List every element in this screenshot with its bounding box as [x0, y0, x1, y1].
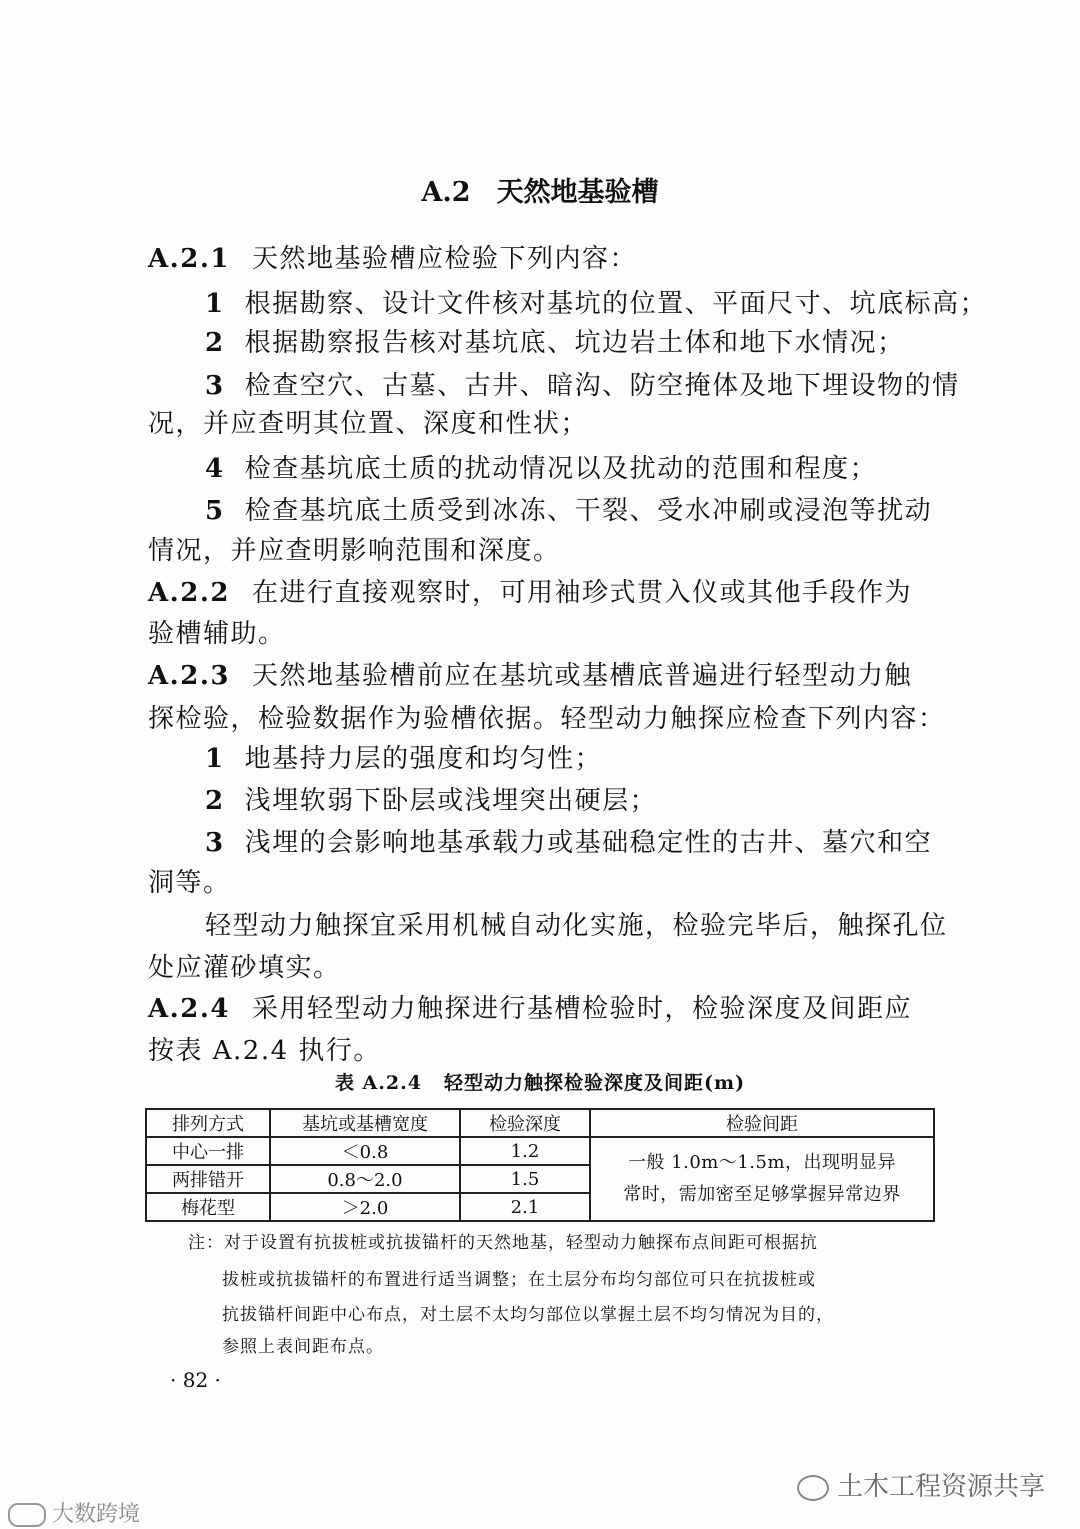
section-title-text: 天然地基验槽	[496, 177, 659, 208]
table-cell: 中心一排	[146, 1137, 270, 1165]
item-number: 5	[205, 496, 225, 526]
list-item-continuation: 况，并应查明其位置、深度和性状；	[148, 409, 589, 439]
clause-continuation: 按表 A.2.4 执行。	[148, 1036, 381, 1066]
table-cell: 两排错开	[146, 1165, 270, 1193]
table-cell: 0.8～2.0	[270, 1165, 460, 1193]
list-item-continuation: 洞等。	[148, 868, 231, 898]
table-header-row	[146, 1109, 934, 1137]
item-number: 2	[205, 786, 225, 816]
item-number: 1	[205, 744, 225, 774]
paragraph-continuation: 处应灌砂填实。	[148, 953, 341, 983]
table-cell: ＞2.0	[270, 1193, 460, 1221]
clause-text: 天然地基验槽前应在基坑或基槽底普遍进行轻型动力触	[251, 661, 912, 691]
table-caption	[0, 1068, 1080, 1095]
list-item-continuation: 情况，并应查明影响范围和深度。	[148, 536, 561, 566]
item-text: 检查基坑底土质受到冰冻、干裂、受水冲刷或浸泡等扰动	[244, 496, 933, 526]
table-cell: 1.2	[460, 1137, 590, 1165]
clause-number: A.2.3	[148, 661, 230, 691]
clause-a23	[148, 655, 912, 692]
logo-icon	[8, 1503, 46, 1527]
clause-a21	[148, 238, 637, 275]
spacing-line: 常时，需加密至足够掌握异常边界	[623, 1184, 901, 1205]
table-cell: 2.1	[460, 1193, 590, 1221]
item-text: 根据勘察报告核对基坑底、坑边岩土体和地下水情况；	[244, 328, 905, 358]
list-item	[205, 738, 602, 775]
table-cell: 梅花型	[146, 1193, 270, 1221]
clause-a22	[148, 572, 912, 609]
list-item	[205, 322, 905, 359]
list-item	[205, 822, 932, 859]
table-cell: 1.5	[460, 1165, 590, 1193]
clause-a24	[148, 988, 912, 1025]
item-number: 3	[205, 828, 225, 858]
list-item	[205, 365, 960, 402]
item-text: 根据勘察、设计文件核对基坑的位置、平面尺寸、坑底标高；	[244, 289, 988, 319]
table-note-line: 抗拔锚杆间距中心布点，对土层不太均匀部位以掌握土层不均匀情况为目的，	[222, 1305, 834, 1325]
item-text: 检查空穴、古墓、古井、暗沟、防空掩体及地下埋设物的情	[244, 371, 960, 401]
header-cell: 排列方式	[146, 1109, 270, 1137]
clause-continuation: 探检验，检验数据作为验槽依据。轻型动力触探应检查下列内容：	[148, 704, 946, 734]
corner-watermark	[8, 1497, 140, 1528]
clause-number: A.2.2	[148, 578, 230, 608]
item-number: 3	[205, 371, 225, 401]
section-title	[0, 170, 1080, 209]
spacing-cell	[590, 1137, 934, 1221]
item-number: 4	[205, 454, 225, 484]
table-note-line: 拔桩或抗拔锚杆的布置进行适当调整；在土层分布均匀部位可只在抗拔桩或	[222, 1270, 816, 1290]
table-cell: ＜0.8	[270, 1137, 460, 1165]
item-text: 浅埋软弱下卧层或浅埋突出硬层；	[244, 786, 658, 816]
item-number: 1	[205, 289, 225, 319]
paragraph: 轻型动力触探宜采用机械自动化实施，检验完毕后，触探孔位	[205, 911, 948, 941]
table-note-line: 注：对于设置有抗拔桩或抗拔锚杆的天然地基，轻型动力触探布点间距可根据抗	[188, 1233, 818, 1253]
page-number: · 82 ·	[170, 1368, 221, 1392]
depth-spacing-table	[145, 1108, 935, 1222]
clause-text: 天然地基验槽应检验下列内容：	[251, 244, 637, 274]
clause-text: 在进行直接观察时，可用袖珍式贯入仪或其他手段作为	[251, 578, 912, 608]
item-text: 浅埋的会影响地基承载力或基础稳定性的古井、墓穴和空	[244, 828, 933, 858]
clause-continuation: 验槽辅助。	[148, 619, 286, 649]
item-text: 地基持力层的强度和均匀性；	[244, 744, 603, 774]
clause-number: A.2.1	[148, 244, 230, 274]
wechat-watermark	[797, 1466, 1045, 1503]
item-text: 检查基坑底土质的扰动情况以及扰动的范围和程度；	[244, 454, 878, 484]
watermark-text: 土木工程资源共享	[836, 1472, 1045, 1502]
list-item	[205, 283, 987, 320]
header-cell: 基坑或基槽宽度	[270, 1109, 460, 1137]
list-item	[205, 448, 877, 485]
list-item	[205, 780, 657, 817]
table-caption-number: 表 A.2.4	[334, 1072, 422, 1094]
clause-text: 采用轻型动力触探进行基槽检验时，检验深度及间距应	[251, 994, 912, 1024]
table-row	[146, 1137, 934, 1165]
list-item	[205, 490, 932, 527]
spacing-line: 一般 1.0m～1.5m，出现明显异	[627, 1152, 897, 1173]
header-cell: 检验深度	[460, 1109, 590, 1137]
table-note-line: 参照上表间距布点。	[222, 1337, 384, 1357]
watermark-text: 大数跨境	[52, 1502, 141, 1527]
header-cell: 检验间距	[590, 1109, 934, 1137]
item-number: 2	[205, 328, 225, 358]
wechat-icon	[797, 1475, 829, 1501]
section-number: A.2	[421, 177, 471, 208]
clause-number: A.2.4	[148, 994, 230, 1024]
table-caption-title: 轻型动力触探检验深度及间距(m)	[443, 1072, 746, 1094]
